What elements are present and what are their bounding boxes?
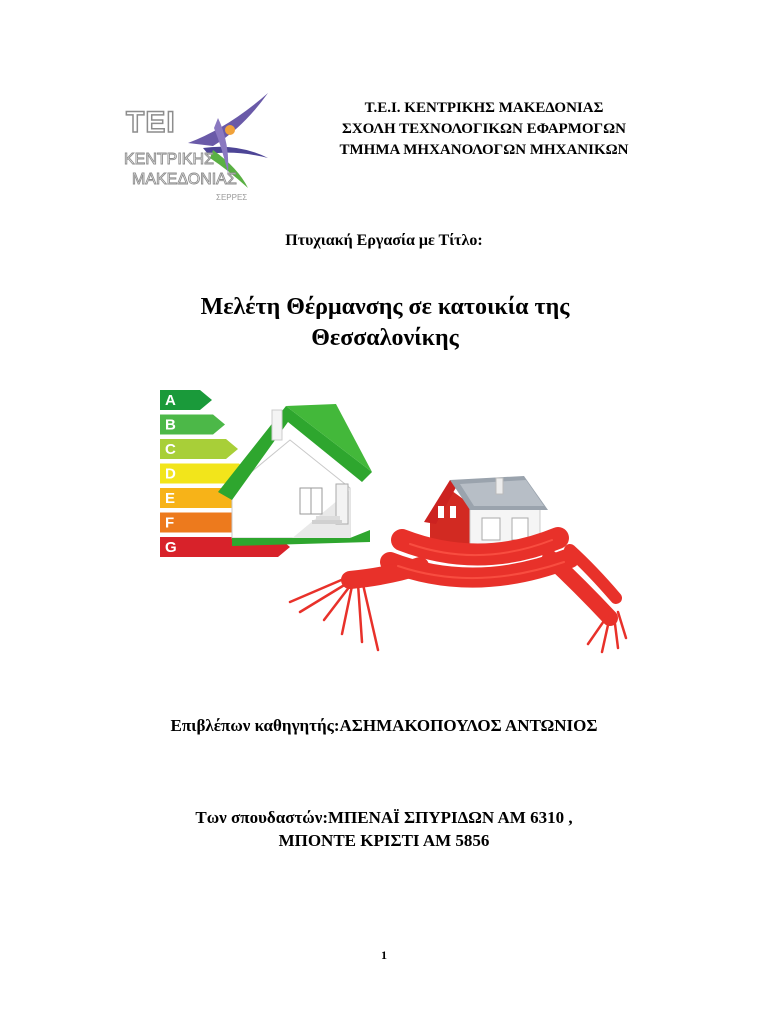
logo-line2: ΚΕΝΤΡΙΚΗΣ: [124, 151, 214, 168]
header-line-3: ΤΜΗΜΑ ΜΗΧΑΝΟΛΟΓΩΝ ΜΗΧΑΝΙΚΩΝ: [339, 142, 629, 158]
green-house-icon: [218, 404, 372, 546]
energy-bar-label-a: A: [165, 392, 176, 409]
energy-bar-label-e: E: [165, 490, 176, 507]
logo-line4: ΣΕΡΡΕΣ: [216, 193, 248, 202]
students-block: [0, 806, 768, 852]
energy-bar-label-c: C: [165, 441, 176, 458]
cover-illustration: [140, 380, 630, 670]
energy-bar-label-d: D: [165, 465, 176, 483]
title-line-2: Θεσσαλονίκης: [311, 325, 459, 351]
header-line-1: Τ.Ε.Ι. ΚΕΝΤΡΙΚΗΣ ΜΑΚΕΔΟΝΙΑΣ: [364, 100, 604, 116]
supervisor-line: Επιβλέπων καθηγητής:ΑΣΗΜΑΚΟΠΟΥΛΟΣ ΑΝΤΩΝΙΟΣ: [170, 716, 598, 735]
header-line-2: ΣΧΟΛΗ ΤΕΧΝΟΛΟΓΙΚΩΝ ΕΦΑΡΜΟΓΩΝ: [342, 121, 626, 137]
red-scarf-icon: [290, 538, 626, 652]
tei-letters-icon: [126, 106, 176, 139]
logo-line3: ΜΑΚΕΔΟΝΙΑΣ: [132, 171, 237, 188]
institution-header: [300, 98, 668, 161]
title-line-1: Μελέτη Θέρμανσης σε κατοικία της: [200, 294, 570, 320]
thesis-subtitle: Πτυχιακή Εργασία με Τίτλο:: [285, 232, 483, 249]
students-line-2: ΜΠΟΝΤΕ ΚΡΙΣΤΙ ΑΜ 5856: [278, 831, 490, 850]
logo-tei-text: ΤΕΙ: [126, 106, 176, 139]
students-line-1: Των σπουδαστών:ΜΠΕΝΑΪ ΣΠΥΡΙΔΩΝ ΑΜ 6310 ,: [195, 808, 573, 827]
page-number: 1: [381, 948, 387, 962]
energy-bar-label-f: F: [165, 514, 175, 532]
institution-logo: [118, 88, 278, 206]
energy-bar-label-g: G: [165, 539, 177, 556]
thesis-title: [150, 292, 620, 354]
energy-bar-label-b: B: [165, 416, 176, 434]
